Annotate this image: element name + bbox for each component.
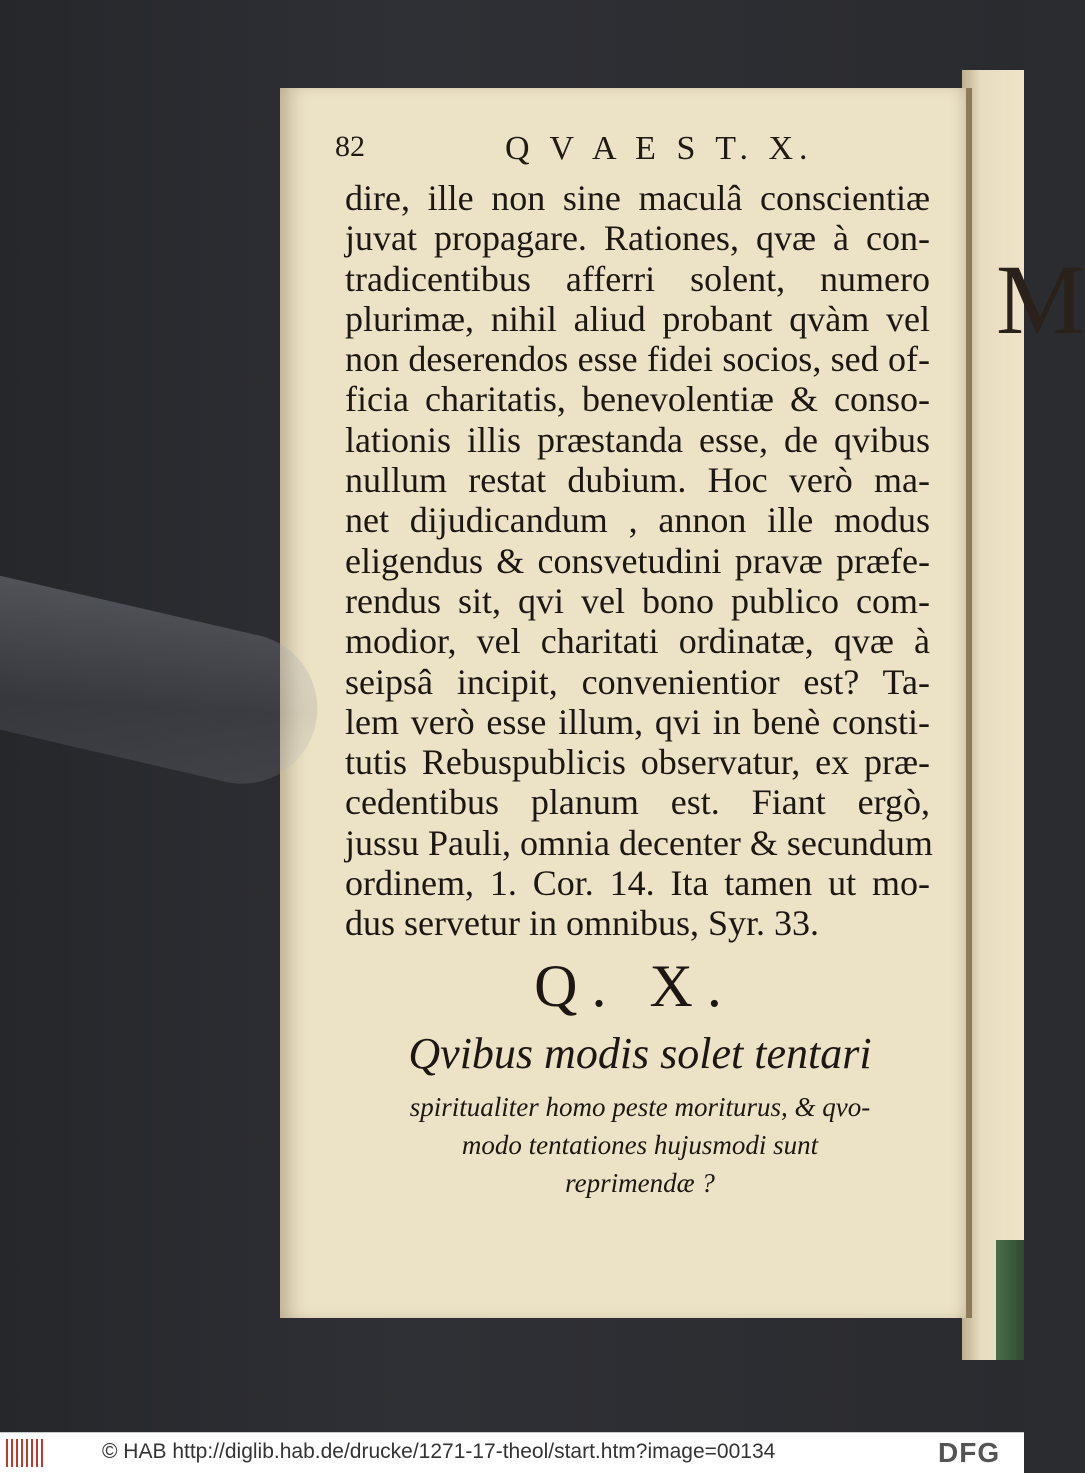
text-line: nullum restat dubium. Hoc verò ma-: [345, 460, 930, 501]
running-title: Q V A E S T. X.: [505, 130, 814, 167]
text-line: juvat propagare. Rationes, qvæ à con-: [345, 218, 930, 259]
running-head: [335, 130, 895, 174]
facing-page-initial: M: [996, 244, 1085, 355]
question-subtitle: [350, 1088, 930, 1202]
text-line: jussu Pauli, omnia decenter & secundum: [345, 822, 933, 863]
text-line: rendus sit, qvi vel bono publico com-: [345, 580, 930, 621]
text-line: ordinem, 1. Cor. 14. Ita tamen ut mo-: [345, 863, 930, 904]
text-line: lationis illis præstanda esse, de qvibus: [345, 419, 930, 460]
question-subtitle-line: reprimendæ ?: [565, 1168, 715, 1198]
page-number: 82: [335, 130, 365, 163]
text-line: tutis Rebuspublicis observatur, ex præ-: [345, 742, 930, 783]
text-line: dire, ille non sine maculâ conscientiæ: [345, 178, 930, 218]
text-line: seipsâ incipit, convenientior est? Ta-: [345, 661, 930, 702]
hab-logo-icon: [6, 1439, 46, 1467]
text-line: dus servetur in omnibus, Syr. 33.: [345, 903, 819, 944]
question-subtitle-line: modo tentationes hujusmodi sunt: [461, 1130, 819, 1160]
text-line: cedentibus planum est. Fiant ergò,: [345, 782, 930, 823]
text-line: modior, vel charitati ordinatæ, qvæ à: [345, 621, 930, 662]
dfg-logo: DFG: [938, 1437, 1001, 1468]
body-text: [345, 178, 933, 944]
question-title: Qvibus modis solet tentari: [408, 1029, 872, 1078]
page-gutter-shadow: [966, 88, 972, 1318]
green-bookmark-strip: [996, 1240, 1024, 1360]
text-line: net dijudicandum , annon ille modus: [345, 500, 930, 541]
footer-bar: [0, 1432, 1024, 1473]
footer-copyright-link[interactable]: © HAB http://diglib.hab.de/drucke/1271-17-theol/start.htm?image=00134: [102, 1440, 776, 1463]
question-subtitle-line: spiritualiter homo peste moriturus, & qvo-: [409, 1092, 871, 1122]
text-line: lem verò esse illum, qvi in benè consti-: [345, 701, 930, 742]
text-line: non deserendos esse fidei socios, sed of-: [345, 339, 930, 380]
text-line: tradicentibus afferri solent, numero: [345, 258, 930, 299]
text-line: ficia charitatis, benevolentiæ & conso-: [345, 379, 930, 420]
text-line: plurimæ, nihil aliud probant qvàm vel: [345, 298, 930, 339]
text-line: eligendus & consvetudini pravæ præfe-: [345, 540, 930, 581]
question-number-heading: Q. X.: [534, 953, 736, 1019]
